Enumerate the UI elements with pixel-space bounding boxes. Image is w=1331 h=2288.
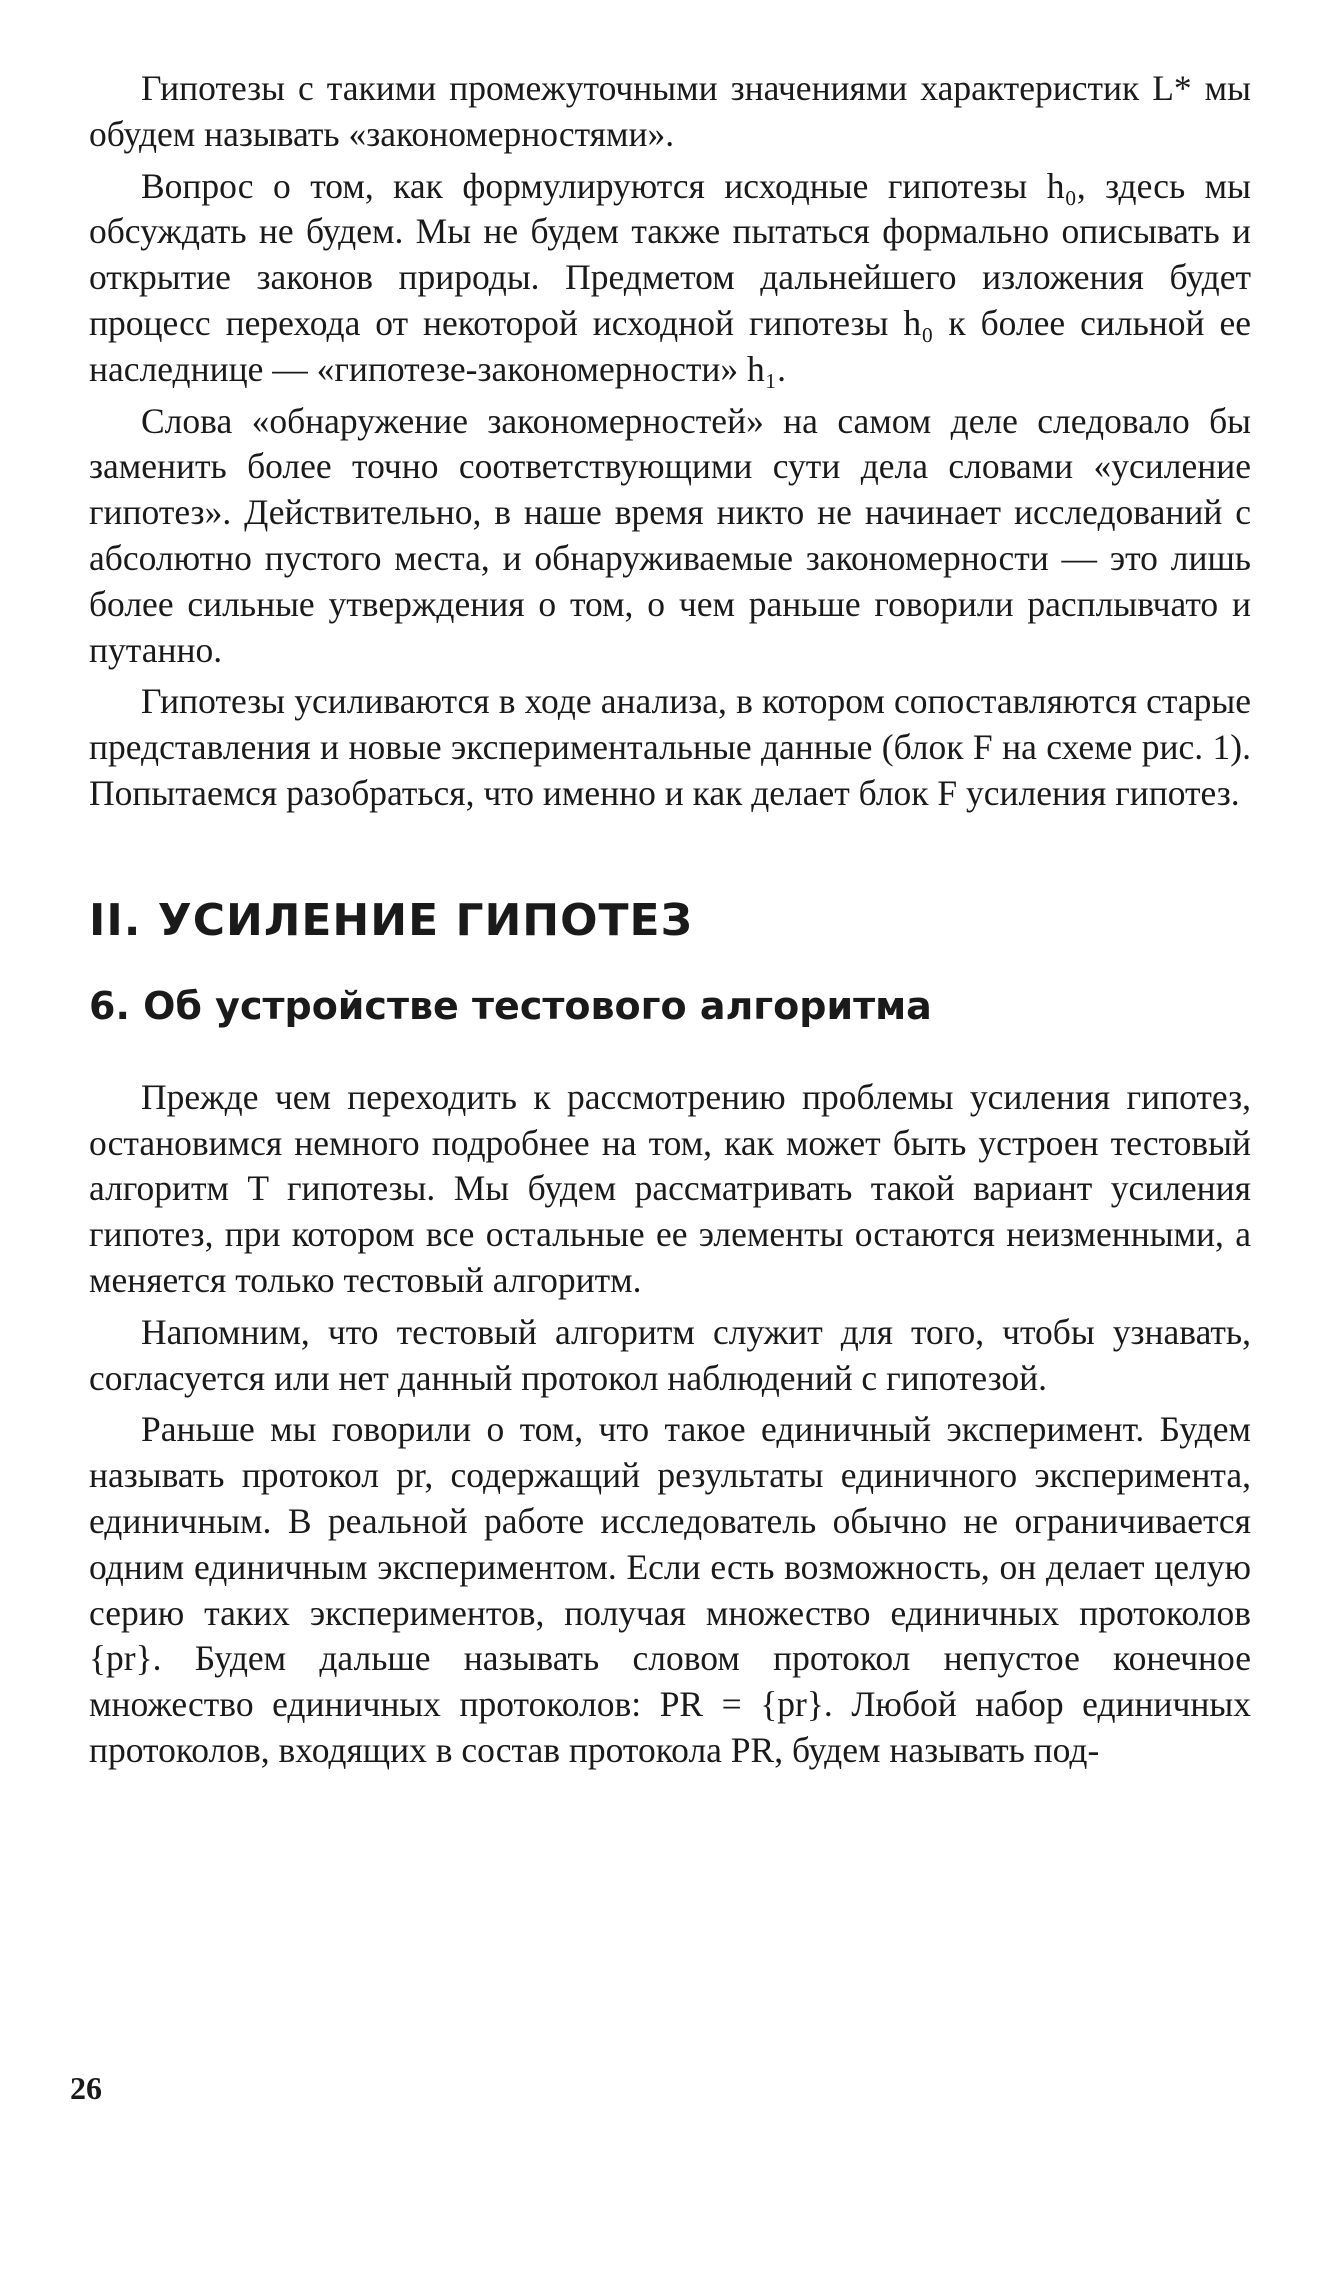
paragraph: Прежде чем переходить к рассмотрению проблемы усиления гипотез, остановимся немного подробнее на том, как может быть устроен тестовый алгоритм T гипотезы. Мы будем рассматривать такой вариант усиления гипотез, при котором все остальные ее элементы остаются неизменными, а меняется только тестовый алгоритм. — [89, 1076, 1251, 1300]
chapter-heading: II. УСИЛЕНИЕ ГИПОТЕЗ — [89, 894, 693, 946]
section-heading: 6. Об устройстве тестового алгоритма — [89, 983, 932, 1028]
paragraph: Гипотезы с такими промежуточными значениями характеристик L* мы обудем называть «закономерностями». — [89, 68, 1251, 154]
paragraph: Раньше мы говорили о том, что такое единичный эксперимент. Будем называть протокол pr, содержащий результаты единичного эксперимента, единичным. В реальной работе исследователь обычно не ограничивается одним единичным экспериментом. Если есть возможность, он делает целую серию таких экспериментов, получая множество единичных протоколов {pr}. Будем дальше называть словом протокол непустое конечное множество единичных протоколов: PR = {pr}. Любой набор единичных протоколов, входящих в состав протокола PR, будем называть под- — [89, 1409, 1251, 1770]
paragraph: Слова «обнаружение закономерностей» на самом деле следовало бы заменить более точно соответствующими сути дела словами «усиление гипотез». Действительно, в наше время никто не начинает исследований с абсолютно пустого места, и обнаруживаемые закономерности — это лишь более сильные утверждения о том, о чем раньше говорили расплывчато и путанно. — [89, 400, 1251, 670]
spacer — [89, 817, 1251, 893]
paragraph: Гипотезы усиливаются в ходе анализа, в котором сопоставляются старые представления и новые экспериментальные данные (блок F на схеме рис. 1). Попытаемся разобраться, что именно и как делает блок F усиления гипотез. — [89, 681, 1251, 813]
page-number: 26 — [70, 2070, 102, 2106]
paragraph: Напомним, что тестовый алгоритм служит для того, чтобы узнавать, согласуется или нет данный протокол наблюдений с гипотезой. — [89, 1311, 1251, 1398]
spacer — [89, 1031, 1251, 1075]
paragraph: Вопрос о том, как формулируются исходные гипотезы h₀, здесь мы обсуждать не будем. Мы не будем также пытаться формально описывать и открытие законов природы. Предметом дальнейшего изложения будет процесс перехода от некоторой исходной гипотезы h₀ к более сильной ее наследнице — «гипотезе-закономерности» h₁. — [89, 165, 1251, 389]
page-body — [89, 66, 1251, 1774]
